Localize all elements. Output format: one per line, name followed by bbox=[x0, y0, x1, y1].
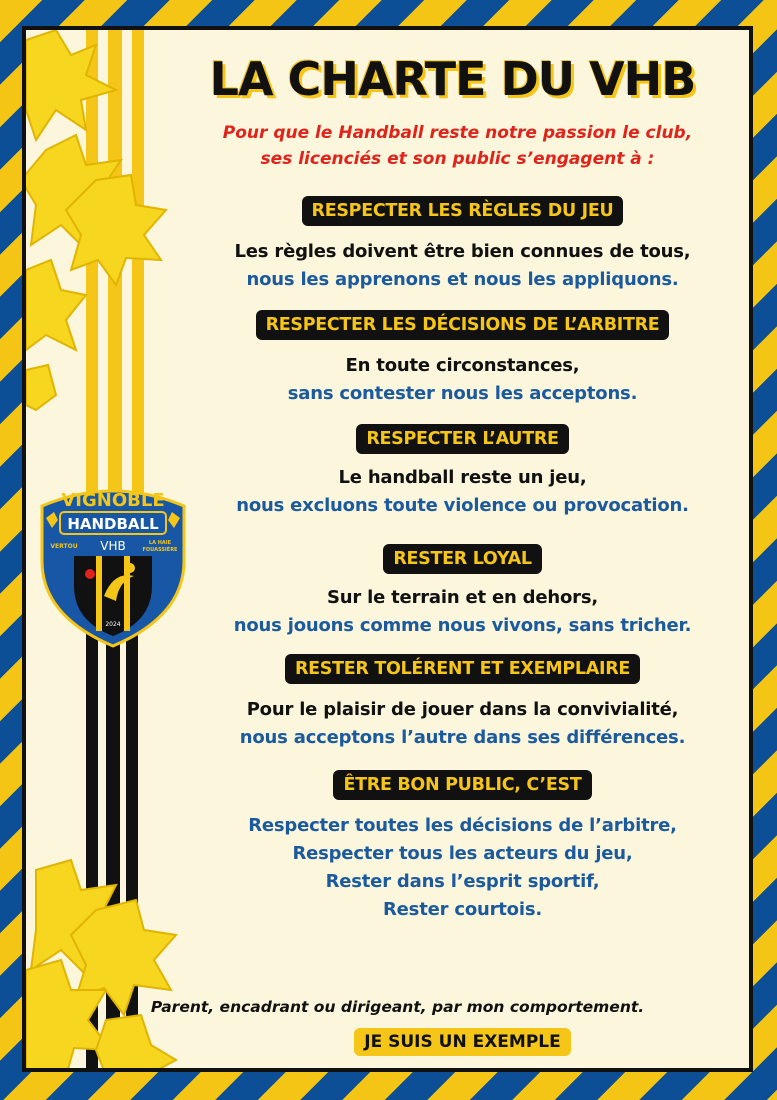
subtitle bbox=[176, 120, 739, 172]
subtitle-line-1: Pour que le Handball reste notre passion le club, bbox=[222, 123, 693, 143]
logo-club-name: VIGNOBLE bbox=[61, 490, 165, 511]
section-referee bbox=[176, 310, 749, 408]
section-line-1: En toute circonstances, bbox=[345, 355, 580, 376]
logo-abbr: VHB bbox=[100, 539, 126, 553]
section-line-1: Sur le terrain et en dehors, bbox=[326, 587, 598, 608]
section-heading: RESTER TOLÉRENT ET EXEMPLAIRE bbox=[285, 654, 640, 684]
logo-left-town: VERTOU bbox=[50, 543, 78, 550]
charter-poster bbox=[22, 26, 753, 1072]
section-loyal bbox=[176, 544, 749, 640]
public-line: Respecter toutes les décisions de l’arbitre, bbox=[248, 815, 677, 836]
logo-sport: HANDBALL bbox=[67, 515, 159, 533]
public-line: Rester dans l’esprit sportif, bbox=[325, 871, 600, 892]
section-line-2: sans contester nous les acceptons. bbox=[287, 383, 638, 404]
logo-year: 2024 bbox=[105, 621, 121, 628]
section-heading: RESPECTER LES DÉCISIONS DE L’ARBITRE bbox=[256, 310, 670, 340]
section-line-1: Pour le plaisir de jouer dans la convivialité, bbox=[246, 699, 679, 720]
section-line-2: nous les apprenons et nous les appliquons. bbox=[246, 269, 679, 290]
section-public bbox=[176, 770, 749, 924]
footer-text: Parent, encadrant ou dirigeant, par mon comportement. bbox=[150, 998, 645, 1016]
logo-right-town-2: FOUASSIÈRE bbox=[142, 547, 178, 553]
section-respect-other bbox=[176, 424, 749, 520]
section-heading: RESPECTER L’AUTRE bbox=[356, 424, 568, 454]
section-tolerant bbox=[176, 654, 749, 752]
charter-content bbox=[176, 196, 749, 924]
public-line: Respecter tous les acteurs du jeu, bbox=[292, 843, 633, 864]
section-line-2: nous acceptons l’autre dans ses différences. bbox=[239, 727, 686, 748]
public-line: Rester courtois. bbox=[383, 899, 542, 920]
section-line-2: nous excluons toute violence ou provocation. bbox=[236, 495, 689, 516]
section-heading: ÊTRE BON PUBLIC, C’EST bbox=[333, 770, 591, 800]
page-title: LA CHARTE DU VHB bbox=[209, 52, 696, 106]
final-badge: JE SUIS UN EXEMPLE bbox=[354, 1028, 571, 1056]
grape-leaf-icon bbox=[26, 860, 176, 1072]
footer-block bbox=[150, 998, 749, 1056]
club-logo bbox=[34, 476, 192, 648]
section-line-2: nous jouons comme nous vivons, sans tricher. bbox=[233, 615, 692, 636]
section-heading: RESTER LOYAL bbox=[383, 544, 541, 574]
section-heading: RESPECTER LES RÈGLES DU JEU bbox=[302, 196, 624, 226]
section-line-1: Les règles doivent être bien connues de tous, bbox=[234, 241, 691, 262]
subtitle-line-2: ses licenciés et son public s’engagent à : bbox=[260, 149, 655, 169]
logo-right-town-1: LA HAIE bbox=[148, 540, 172, 546]
section-line-1: Le handball reste un jeu, bbox=[338, 467, 587, 488]
section-rules bbox=[176, 196, 749, 294]
